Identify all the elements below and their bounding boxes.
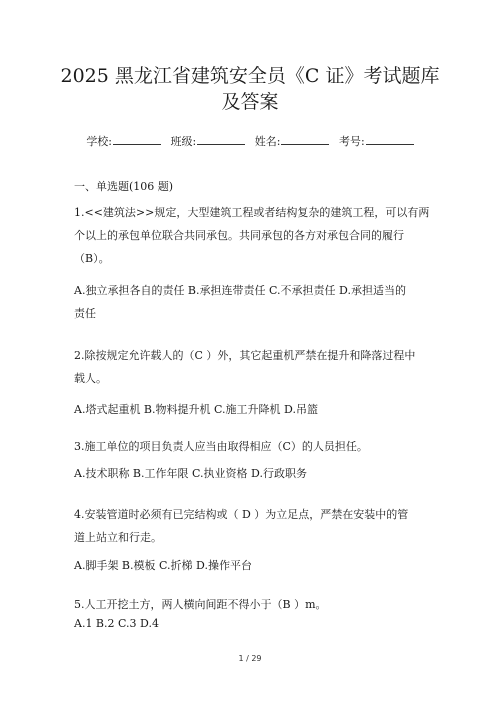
question-2-line-1: 2.除按规定允许载人的（C ）外，其它起重机严禁在提升和降落过程中	[74, 349, 416, 362]
class-blank	[197, 135, 245, 145]
document-title-line-1: 2025 黑龙江省建筑安全员《C 证》考试题库	[60, 65, 440, 87]
question-3-line-1: 3.施工单位的项目负责人应当由取得相应（C）的人员担任。	[74, 440, 368, 453]
name-label: 姓名:	[254, 135, 281, 148]
question-1-line-1: 1.<<建筑法>>规定，大型建筑工程或者结构复杂的建筑工程，可以有两	[74, 206, 430, 219]
question-1-options-line-1: A.独立承担各自的责任 B.承担连带责任 C.不承担责任 D.承担适当的	[74, 284, 406, 297]
question-4-line-2: 道上站立和行走。	[74, 531, 162, 544]
question-1-line-3: （B）。	[74, 252, 110, 265]
question-3-options-line-1: A.技术职称 B.工作年限 C.执业资格 D.行政职务	[74, 467, 307, 480]
question-4-options-line-1: A.脚手架 B.模板 C.折梯 D.操作平台	[74, 559, 252, 572]
question-5-options-line-1: A.1 B.2 C.3 D.4	[74, 617, 159, 630]
student-info-row	[0, 133, 500, 149]
section-heading: 一、单选题(106 题)	[74, 180, 174, 193]
exam-number-blank	[366, 135, 414, 145]
name-blank	[281, 135, 329, 145]
class-label: 班级:	[170, 135, 197, 148]
question-2-line-2: 载人。	[74, 372, 107, 385]
question-1-options-line-2: 责任	[74, 307, 96, 320]
school-label: 学校:	[86, 135, 113, 148]
page-number: 1 / 29	[238, 654, 262, 663]
question-5-line-1: 5.人工开挖土方，两人横向间距不得小于（B ）m。	[74, 598, 327, 611]
exam-number-label: 考号:	[338, 135, 365, 148]
document-title-line-2: 及答案	[221, 91, 279, 113]
question-2-options-line-1: A.塔式起重机 B.物料提升机 C.施工升降机 D.吊篮	[74, 403, 318, 416]
question-1-line-2: 个以上的承包单位联合共同承包。共同承包的各方对承包合同的履行	[74, 229, 404, 242]
question-4-line-1: 4.安装管道时必须有已完结构或（ D ）为立足点，严禁在安装中的管	[74, 508, 409, 521]
school-blank	[113, 135, 161, 145]
